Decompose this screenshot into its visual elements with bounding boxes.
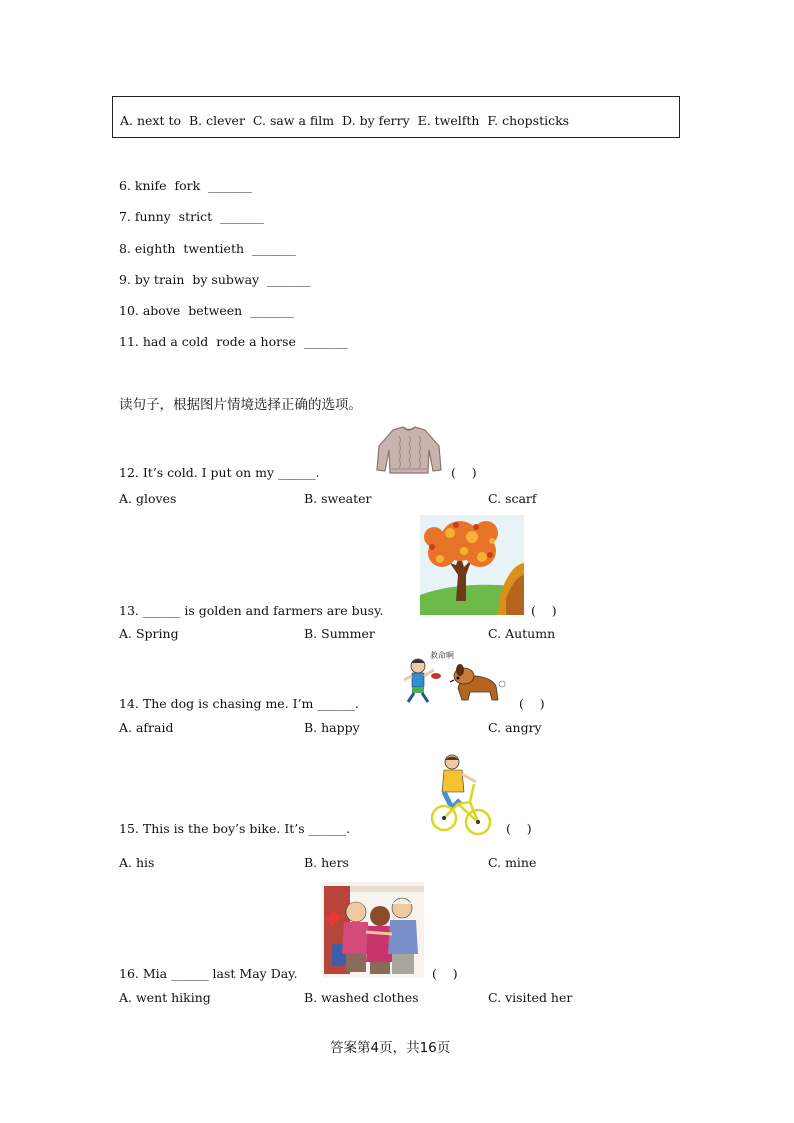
question-15-answer-paren: ( ) [506,821,532,836]
question-15-option-c: C. mine [488,855,537,870]
options-box [112,96,680,138]
question-12-stem: 12. It’s cold. I put on my ______. [119,465,320,480]
family-hug-picture [322,882,424,978]
matching-item-10: 10. above between _______ [119,303,294,318]
question-14-stem: 14. The dog is chasing me. I’m ______. [119,696,359,711]
question-13-option-c: C. Autumn [488,626,556,641]
question-14-option-b: B. happy [304,720,360,735]
question-13-stem: 13. ______ is golden and farmers are busy. [119,603,384,618]
question-16-option-a: A. went hiking [119,990,211,1005]
matching-item-6: 6. knife fork _______ [119,178,252,193]
question-16-answer-paren: ( ) [432,966,458,981]
question-12-answer-paren: ( ) [451,465,477,480]
question-13-option-b: B. Summer [304,626,375,641]
matching-item-7: 7. funny strict _______ [119,209,264,224]
options-text: A. next to B. clever C. saw a film D. by ferry E. twelfth F. chopsticks [120,113,570,128]
boy-on-bike-picture [430,752,494,838]
matching-item-11: 11. had a cold rode a horse _______ [119,334,348,349]
question-13-option-a: A. Spring [119,626,179,641]
question-16-stem: 16. Mia ______ last May Day. [119,966,298,981]
question-16-option-c: C. visited her [488,990,573,1005]
matching-item-8: 8. eighth twentieth _______ [119,241,296,256]
question-16-option-b: B. washed clothes [304,990,419,1005]
picture-caption: 救命啊 [430,651,454,660]
section-instruction: 读句子，根据图片情境选择正确的选项。 [119,397,362,413]
question-15-option-a: A. his [119,855,155,870]
question-14-option-a: A. afraid [119,720,174,735]
question-14-option-c: C. angry [488,720,542,735]
question-12-option-c: C. scarf [488,491,537,506]
question-15-option-b: B. hers [304,855,349,870]
question-14-answer-paren: ( ) [519,696,545,711]
dog-chasing-boy-picture [400,648,510,708]
matching-item-9: 9. by train by subway _______ [119,272,311,287]
question-12-option-a: A. gloves [119,491,177,506]
autumn-tree-picture [420,515,524,615]
sweater-picture [373,424,445,476]
question-12-option-b: B. sweater [304,491,372,506]
page-footer: 答案第4页，共16页 [330,1040,451,1056]
question-13-answer-paren: ( ) [531,603,557,618]
question-15-stem: 15. This is the boy’s bike. It’s ______. [119,821,351,836]
